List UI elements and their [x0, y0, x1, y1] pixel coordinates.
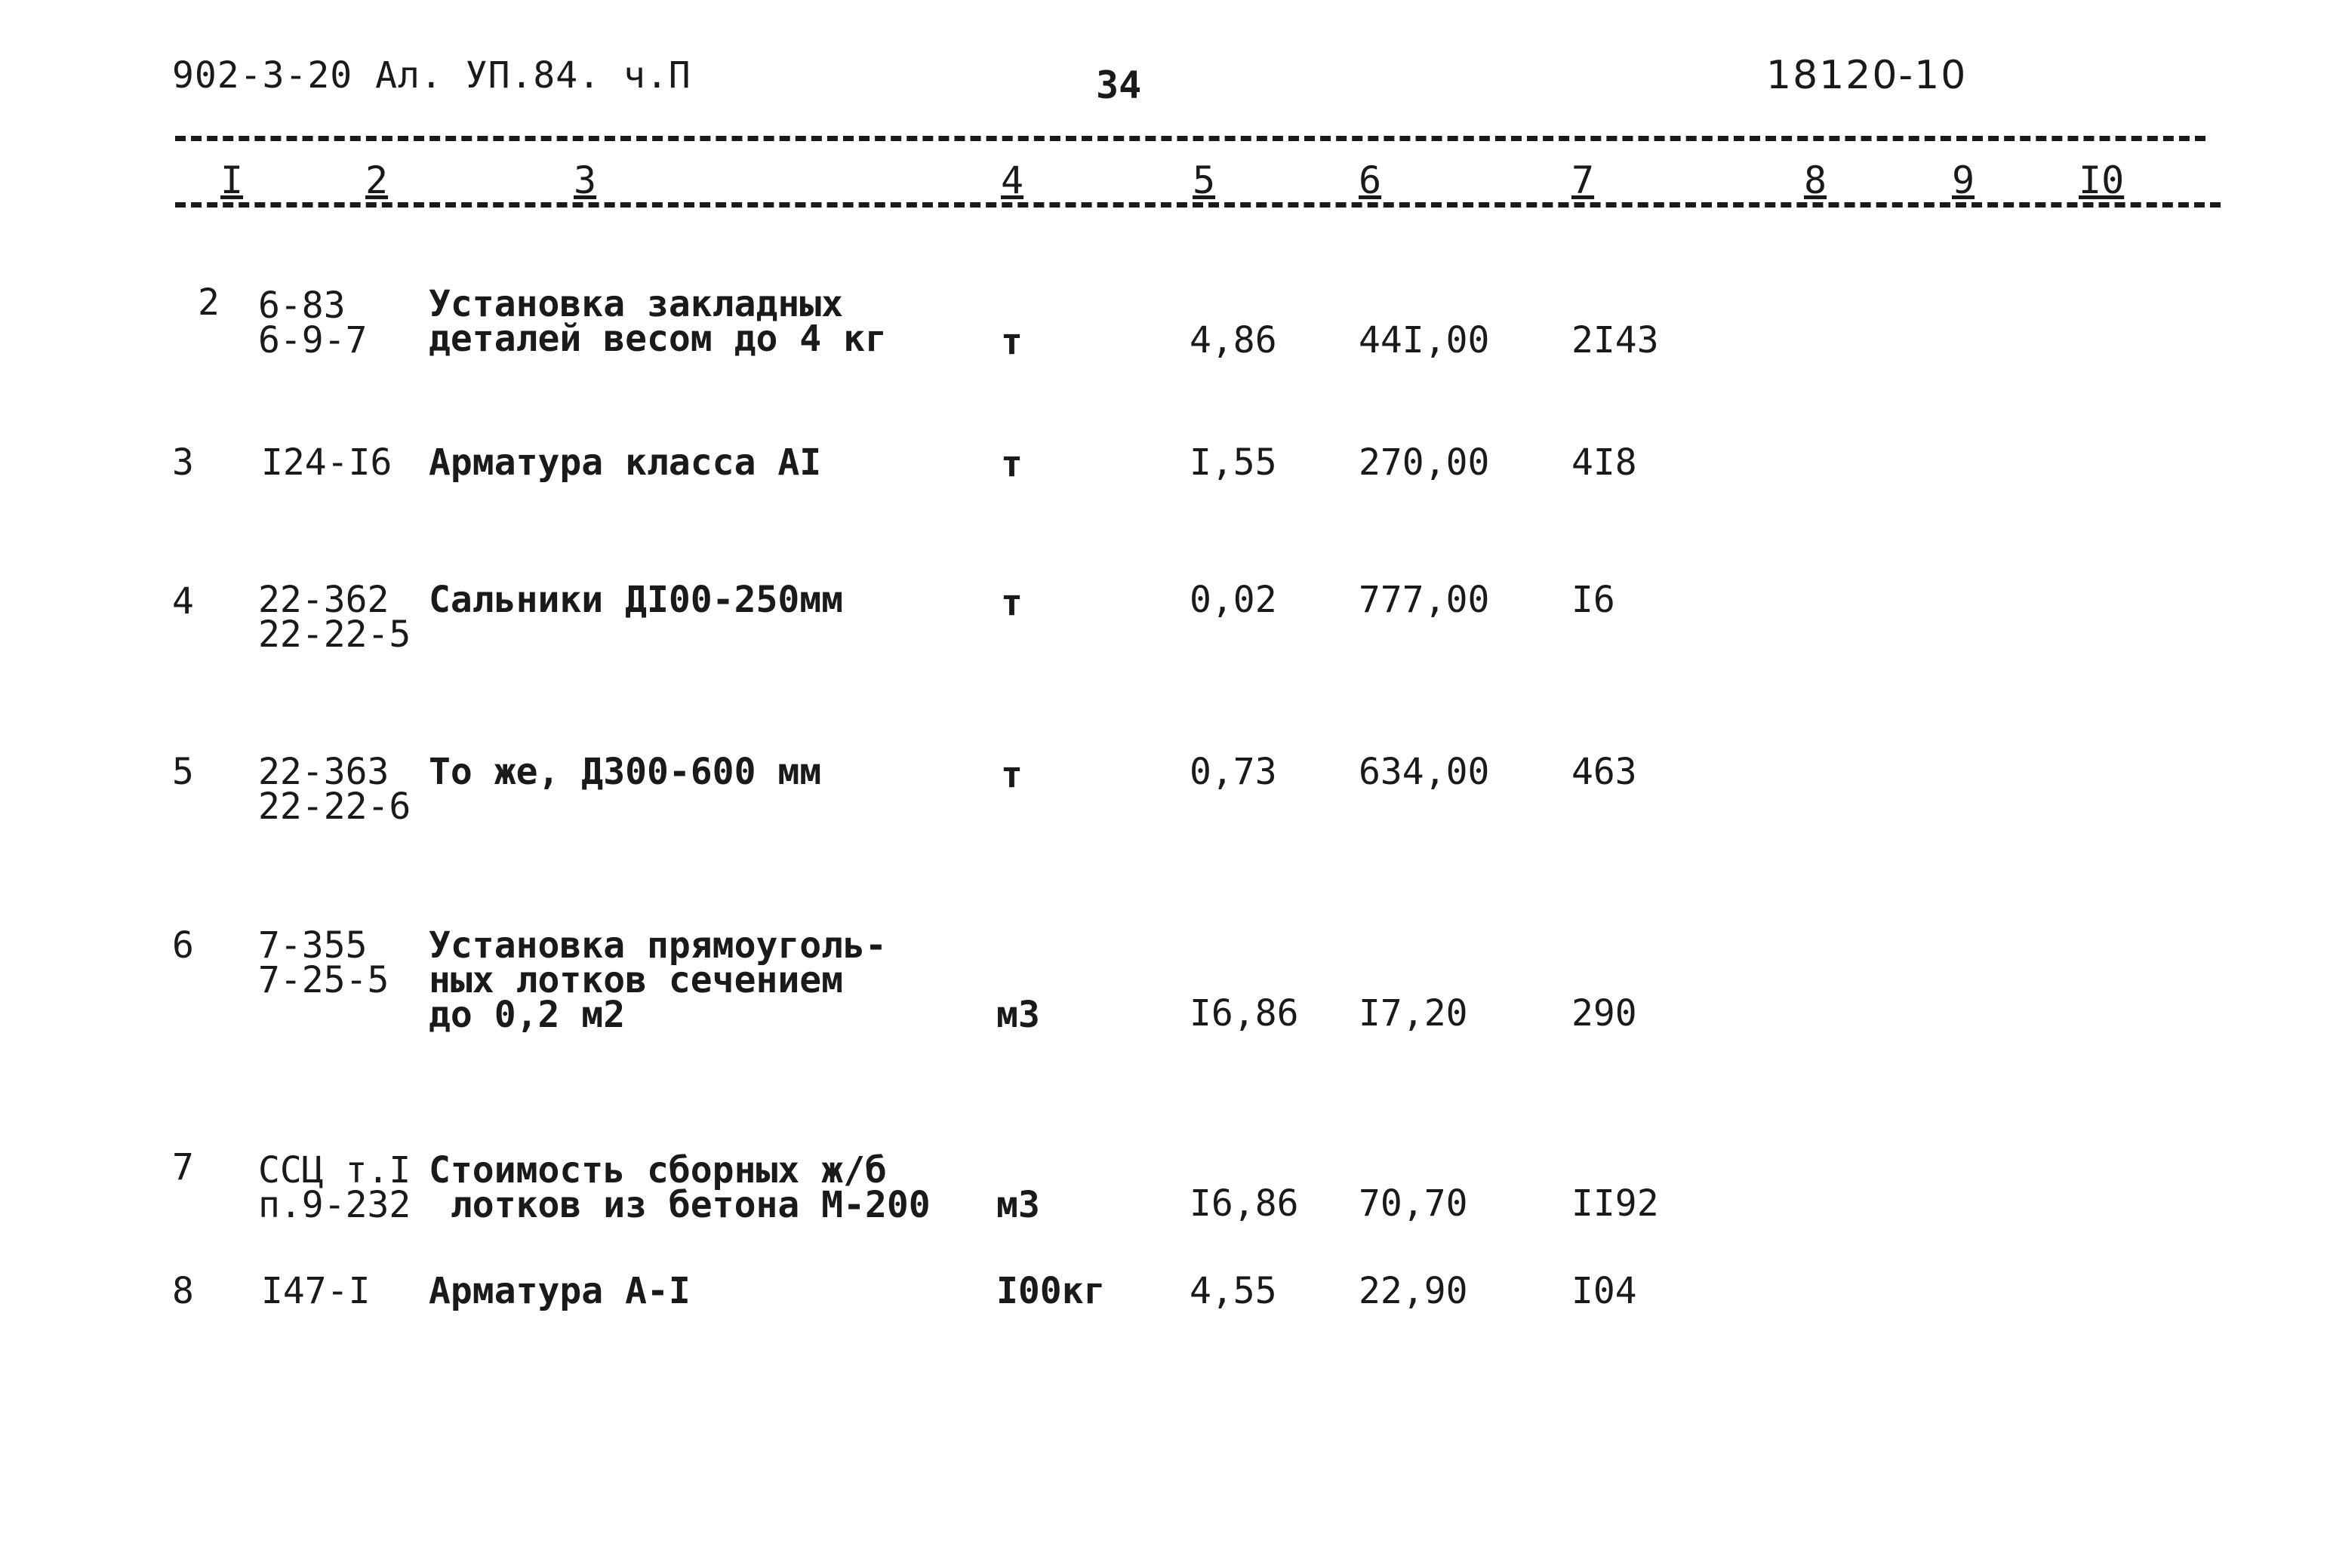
row-number: 6 — [172, 924, 194, 967]
norm-code: ССЦ т.I — [258, 1149, 411, 1191]
norm-code: I47-I — [261, 1270, 371, 1312]
unit: т — [1001, 582, 1023, 624]
row-number: 4 — [172, 580, 194, 623]
norm-code: 6-83 — [258, 284, 346, 327]
unit: м3 — [996, 994, 1040, 1036]
total-cost: 290 — [1571, 992, 1637, 1035]
quantity: 0,02 — [1190, 579, 1277, 621]
norm-code: п.9-232 — [258, 1184, 411, 1226]
quantity: 4,86 — [1190, 319, 1277, 361]
quantity: 0,73 — [1190, 751, 1277, 793]
column-number: 6 — [1359, 158, 1382, 202]
work-description: лотков из бетона М-200 — [429, 1184, 931, 1226]
unit-price: 777,00 — [1359, 579, 1490, 621]
document-code: 902-3-20 Ал. УП.84. ч.П — [172, 54, 691, 97]
column-number: 9 — [1952, 158, 1975, 202]
work-description: ных лотков сечением — [429, 959, 844, 1001]
total-cost: I6 — [1571, 579, 1615, 621]
norm-code: 22-22-5 — [258, 613, 411, 656]
norm-code: 7-355 — [258, 924, 368, 967]
work-description: То же, Д300-600 мм — [429, 751, 822, 793]
archive-number: 18120-10 — [1766, 53, 1968, 98]
work-description: до 0,2 м2 — [429, 994, 626, 1036]
quantity: I,55 — [1190, 441, 1277, 484]
column-number: I — [220, 158, 244, 202]
total-cost: I04 — [1571, 1270, 1637, 1312]
column-number: 8 — [1804, 158, 1827, 202]
page-number: 34 — [1096, 63, 1142, 107]
norm-code: 22-362 — [258, 579, 389, 621]
quantity: I6,86 — [1190, 1182, 1299, 1225]
column-number: 4 — [1001, 158, 1024, 202]
quantity: 4,55 — [1190, 1270, 1277, 1312]
work-description: Сальники ДI00-250мм — [429, 579, 844, 621]
column-number: 5 — [1193, 158, 1216, 202]
total-cost: 463 — [1571, 751, 1637, 793]
unit: т — [1001, 443, 1023, 485]
row-number: 2 — [198, 281, 220, 324]
work-description: Установка прямоуголь- — [429, 924, 887, 967]
unit: м3 — [996, 1184, 1040, 1226]
unit-price: I7,20 — [1359, 992, 1468, 1035]
total-cost: II92 — [1571, 1182, 1659, 1225]
total-cost: 2I43 — [1571, 319, 1659, 361]
unit: т — [1001, 321, 1023, 363]
top-dashed-rule — [175, 136, 2205, 141]
quantity: I6,86 — [1190, 992, 1299, 1035]
column-number: 7 — [1571, 158, 1595, 202]
work-description: Стоимость сборных ж/б — [429, 1149, 887, 1191]
total-cost: 4I8 — [1571, 441, 1637, 484]
header-dashed-rule — [175, 202, 2221, 208]
row-number: 3 — [172, 441, 194, 484]
row-number: 5 — [172, 751, 194, 793]
unit-price: 44I,00 — [1359, 319, 1490, 361]
norm-code: 22-363 — [258, 751, 389, 793]
unit: I00кг — [996, 1270, 1106, 1312]
work-description: Арматура класса AI — [429, 441, 822, 484]
norm-code: 6-9-7 — [258, 319, 368, 361]
row-number: 7 — [172, 1146, 194, 1188]
row-number: 8 — [172, 1270, 194, 1312]
unit: т — [1001, 754, 1023, 796]
norm-code: 7-25-5 — [258, 959, 389, 1001]
norm-code: I24-I6 — [261, 441, 392, 484]
norm-code: 22-22-6 — [258, 786, 411, 828]
unit-price: 22,90 — [1359, 1270, 1468, 1312]
unit-price: 634,00 — [1359, 751, 1490, 793]
unit-price: 270,00 — [1359, 441, 1490, 484]
unit-price: 70,70 — [1359, 1182, 1468, 1225]
column-number: 2 — [365, 158, 389, 202]
work-description: Арматура А-I — [429, 1270, 691, 1312]
column-number: 3 — [574, 158, 597, 202]
column-number: I0 — [2079, 158, 2125, 202]
work-description: деталей весом до 4 кг — [429, 318, 887, 360]
work-description: Установка закладных — [429, 283, 844, 325]
